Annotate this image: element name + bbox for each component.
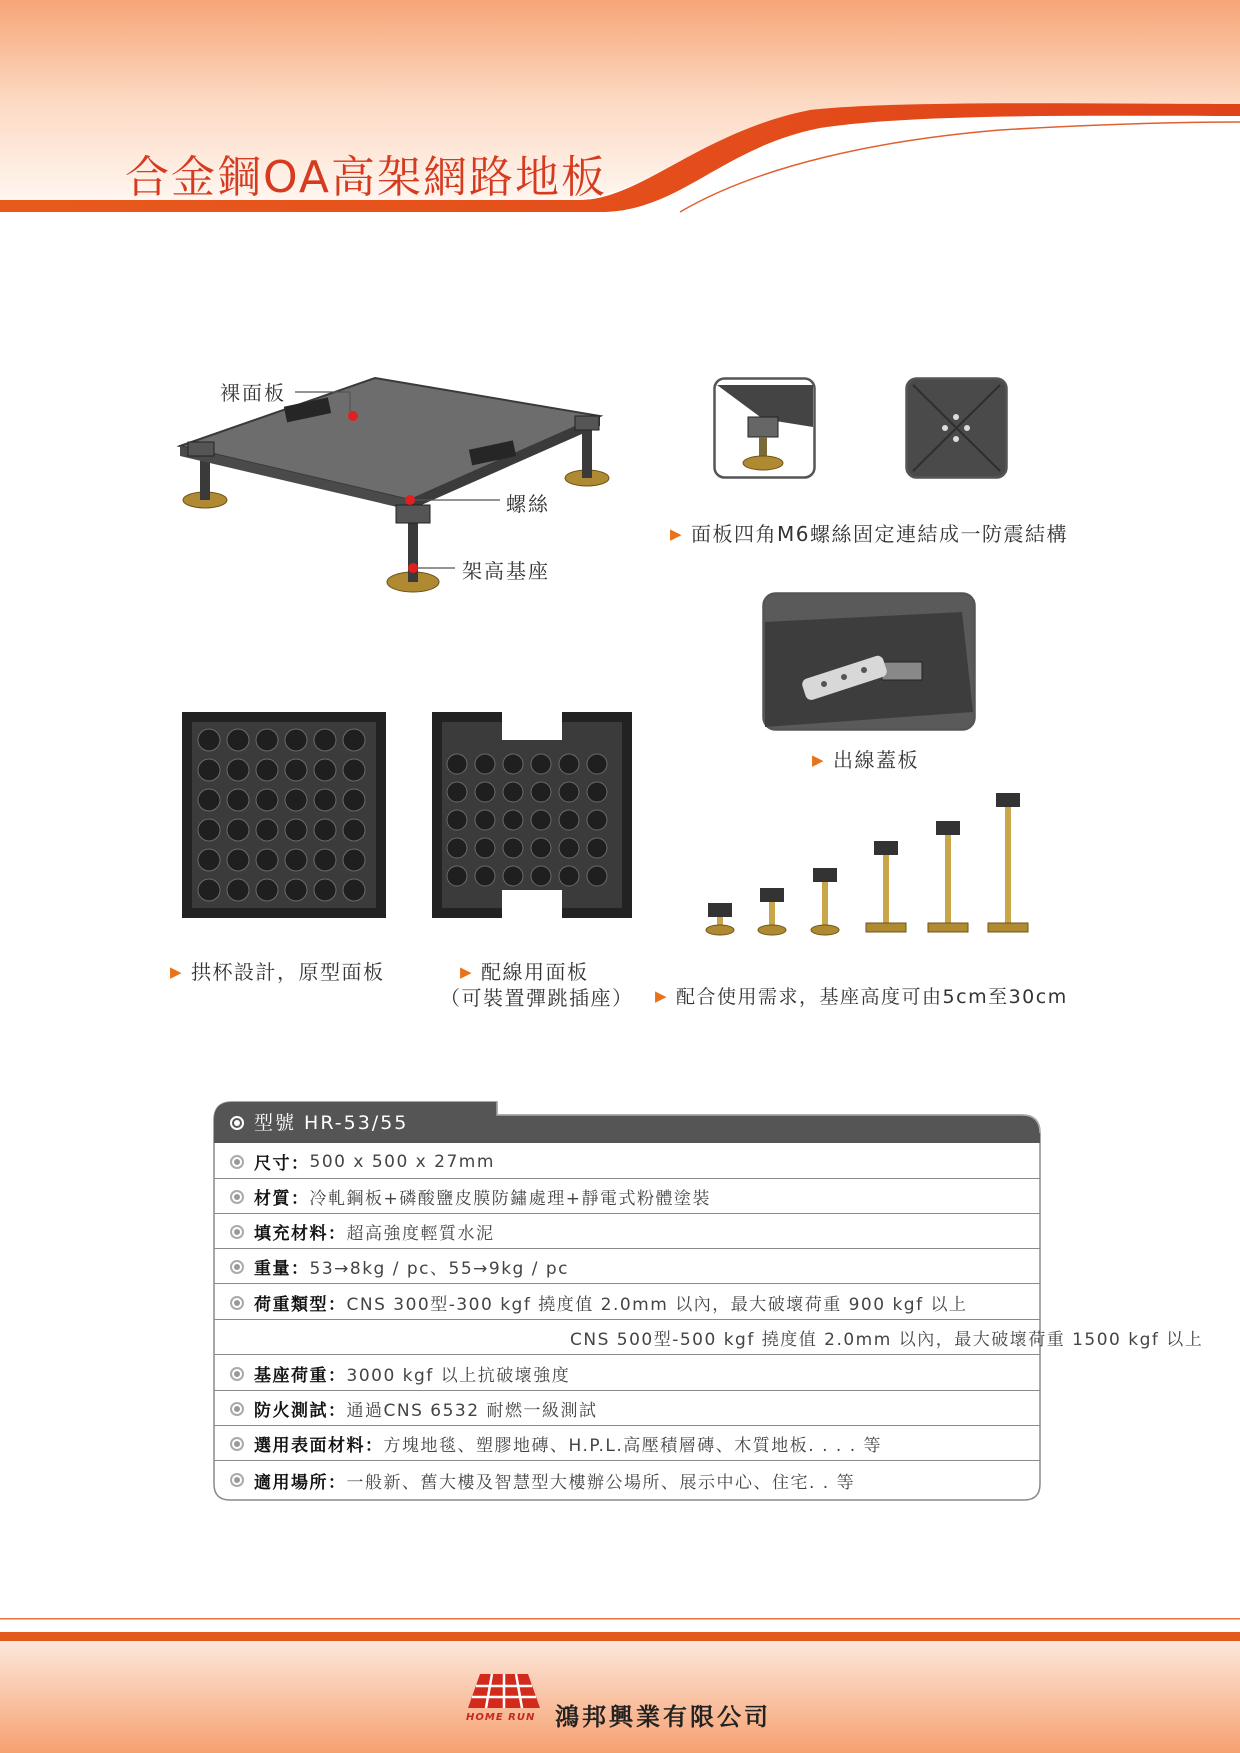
spec-row-load-type-cont: CNS 500型-500 kgf 撓度值 2.0mm 以內，最大破壞荷重 1500 kgf 以上	[214, 1321, 1040, 1355]
triangle-bullet-icon: ▶	[460, 963, 474, 981]
label-pedestal: 架高基座	[462, 559, 550, 583]
triangle-bullet-icon: ▶	[670, 525, 684, 543]
caption-corner-screw: ▶ 面板四角M6螺絲固定連結成一防震結構	[670, 522, 1069, 546]
circle-bullet-icon	[230, 1367, 244, 1381]
company-name: 鴻邦興業有限公司	[555, 1703, 771, 1731]
circle-bullet-icon	[230, 1225, 244, 1239]
spec-row-weight: 重量： 53→8kg / pc、55→9kg / pc	[214, 1250, 1040, 1284]
logo-text: HOME RUN	[466, 1712, 536, 1723]
wiring-panel-photo	[432, 712, 632, 918]
spec-row-size: 尺寸： 500 x 500 x 27mm	[214, 1145, 1040, 1179]
spec-row-fire-test: 防火測試： 通過CNS 6532 耐燃一級測試	[214, 1392, 1040, 1426]
spec-row-filling: 填充材料： 超高強度輕質水泥	[214, 1215, 1040, 1249]
page-title: 合金鋼OA高架網路地板	[125, 152, 607, 204]
spec-row-application: 適用場所： 一般新、舊大樓及智慧型大樓辦公場所、展示中心、住宅. . 等	[214, 1463, 1040, 1497]
corner-pedestal-photo	[713, 377, 816, 479]
spec-row-material: 材質： 冷軋鋼板+磷酸鹽皮膜防鏽處理+靜電式粉體塗裝	[214, 1180, 1040, 1214]
triangle-bullet-icon: ▶	[655, 987, 669, 1005]
circle-bullet-icon	[230, 1260, 244, 1274]
triangle-bullet-icon: ▶	[170, 963, 184, 981]
spec-model-label: 型號 HR-53/55	[230, 1108, 408, 1135]
spec-row-pedestal-load: 基座荷重： 3000 kgf 以上抗破壞強度	[214, 1357, 1040, 1391]
circle-bullet-icon	[230, 1116, 244, 1130]
caption-wiring-panel: ▶ 配線用面板	[460, 960, 589, 984]
spec-row-load-type: 荷重類型： CNS 300型-300 kgf 撓度值 2.0mm 以內，最大破壞荷重 900 kgf 以上	[214, 1286, 1040, 1320]
circle-bullet-icon	[230, 1402, 244, 1416]
cup-design-panel-photo	[182, 712, 386, 918]
triangle-bullet-icon: ▶	[812, 751, 826, 769]
circle-bullet-icon	[230, 1437, 244, 1451]
caption-pedestal-height: ▶ 配合使用需求，基座高度可由5cm至30cm	[655, 986, 1068, 1008]
pedestal-heights-photo	[700, 785, 1040, 940]
home-run-logo-icon	[466, 1672, 542, 1710]
label-bare-panel: 裸面板	[220, 381, 286, 405]
caption-wiring-panel-sub: （可裝置彈跳插座）	[440, 986, 634, 1010]
panel-underside-photo	[905, 377, 1008, 479]
raised-floor-panel-illustration	[170, 370, 620, 610]
circle-bullet-icon	[230, 1473, 244, 1487]
circle-bullet-icon	[230, 1155, 244, 1169]
footer-band	[0, 1618, 1240, 1753]
spec-row-surface-material: 選用表面材料： 方塊地毯、塑膠地磚、H.P.L.高壓積層磚、木質地板. . . . 等	[214, 1427, 1040, 1461]
circle-bullet-icon	[230, 1190, 244, 1204]
label-screw: 螺絲	[506, 492, 550, 516]
outlet-cover-photo	[762, 592, 976, 731]
caption-cup-design: ▶ 拱杯設計，原型面板	[170, 960, 385, 984]
caption-outlet-cover: ▶ 出線蓋板	[812, 748, 920, 772]
circle-bullet-icon	[230, 1296, 244, 1310]
